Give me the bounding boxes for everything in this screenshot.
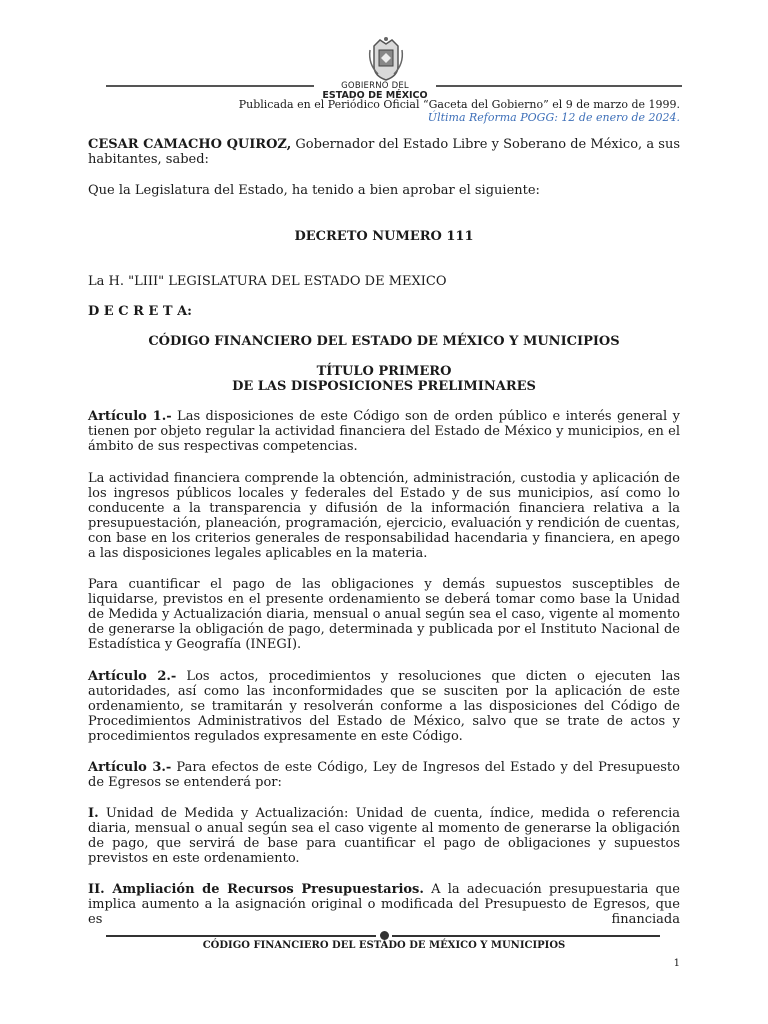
fraction-1-text: Unidad de Medida y Actualización: Unidad de cuenta, índice, medida o referencia diaria, mensual o anual según sea el caso vigente al momento de generarse la obligación de pago, que servirá de base para cuantificar el pago de obligaciones y supuestos previstos en este ordenamiento.	[88, 806, 680, 866]
header-rule-left	[106, 85, 314, 87]
article-1-paragraph-2: La actividad financiera comprende la obtención, administración, custodia y aplicación de los ingresos públicos locales y federales del Estado y de sus municipios, así como lo conducente a la transparencia y difusión de la información financiera relativa a la presupuestación, planeación, programación, ejercicio, evaluación y rendición de cuentas, con base en los criterios generales de responsabilidad hacendaria y financiera, en apego a las disposiciones legales aplicables en la materia.	[88, 471, 680, 561]
fraction-2-label: II. Ampliación de Recursos Presupuestarios.	[88, 882, 424, 897]
article-3-text: Para efectos de este Código, Ley de Ingresos del Estado y del Presupuesto de Egresos se entenderá por:	[88, 760, 680, 790]
fraction-2-paragraph	[88, 882, 680, 927]
article-1-paragraph-1	[88, 409, 680, 454]
footer-title: CÓDIGO FINANCIERO DEL ESTADO DE MÉXICO Y MUNICIPIOS	[202, 940, 566, 951]
header-rule-right	[436, 85, 682, 87]
intro-text: Gobernador del Estado Libre y Soberano de México, a sus habitantes, sabed:	[88, 137, 681, 167]
gov-line2: ESTADO DE MÉXICO	[322, 90, 428, 101]
fraction-1-label: I.	[88, 806, 99, 821]
article-3-paragraph	[88, 760, 680, 790]
article-1-label: Artículo 1.-	[88, 409, 172, 424]
article-2-paragraph	[88, 669, 680, 744]
code-title: CÓDIGO FINANCIERO DEL ESTADO DE MÉXICO Y MUNICIPIOS	[148, 334, 620, 349]
gov-line1: GOBIERNO DEL	[341, 81, 409, 91]
footer-ornament-dot	[380, 931, 389, 940]
article-2-label: Artículo 2.-	[88, 669, 177, 684]
article-1-text: Las disposiciones de este Código son de orden público e interés general y tienen por objeto regular la actividad financiera del Estado de México y municipios, en el ámbito de sus respectivas competencias.	[88, 409, 680, 454]
governor-name: CESAR CAMACHO QUIROZ,	[88, 137, 292, 152]
state-coat-of-arms-icon	[366, 36, 406, 82]
footer-rule-left	[106, 935, 376, 937]
legislature-approval: Que la Legislatura del Estado, ha tenido a bien aprobar el siguiente:	[88, 183, 540, 198]
intro-paragraph	[88, 137, 680, 167]
footer-rule-right	[392, 935, 660, 937]
article-2-text: Los actos, procedimientos y resoluciones que dicten o ejecuten las autoridades, así como las inconformidades que se susciten por la aplicación de este ordenamiento, se tramitarán y resolverán conforme a las disposiciones del Código de Procedimientos Administrativos del Estado de México, salvo que se trate de actos y procedimientos regulados expresamente en este Código.	[88, 669, 680, 744]
article-3-label: Artículo 3.-	[88, 760, 172, 775]
decreta-heading: D E C R E T A:	[88, 304, 192, 319]
publication-note: Publicada en el Periódico Oficial “Gaceta del Gobierno” el 9 de marzo de 1999.	[238, 98, 680, 111]
title-subheading: DE LAS DISPOSICIONES PRELIMINARES	[232, 379, 536, 394]
last-reform-note: Última Reforma POGG: 12 de enero de 2024.	[427, 111, 680, 124]
title-primero: TÍTULO PRIMERO	[316, 364, 452, 379]
article-1-paragraph-3: Para cuantificar el pago de las obligaciones y demás supuestos susceptibles de liquidarse, previstos en el presente ordenamiento se deberá tomar como base la Unidad de Medida y Actualización diaria, mensual o anual según sea el caso, vigente al momento de generarse la obligación de pago, determinada y publicada por el Instituto Nacional de Estadística y Geografía (INEGI).	[88, 577, 680, 652]
decree-title: DECRETO NUMERO 111	[294, 229, 474, 244]
fraction-2-text: A la adecuación presupuestaria que implica aumento a la asignación original o modificada del Presupuesto de Egresos, que es financiada	[88, 882, 680, 927]
fraction-1-paragraph	[88, 806, 680, 866]
page-number: 1	[673, 958, 680, 969]
legislature-line: La H. "LIII" LEGISLATURA DEL ESTADO DE MEXICO	[88, 274, 447, 289]
